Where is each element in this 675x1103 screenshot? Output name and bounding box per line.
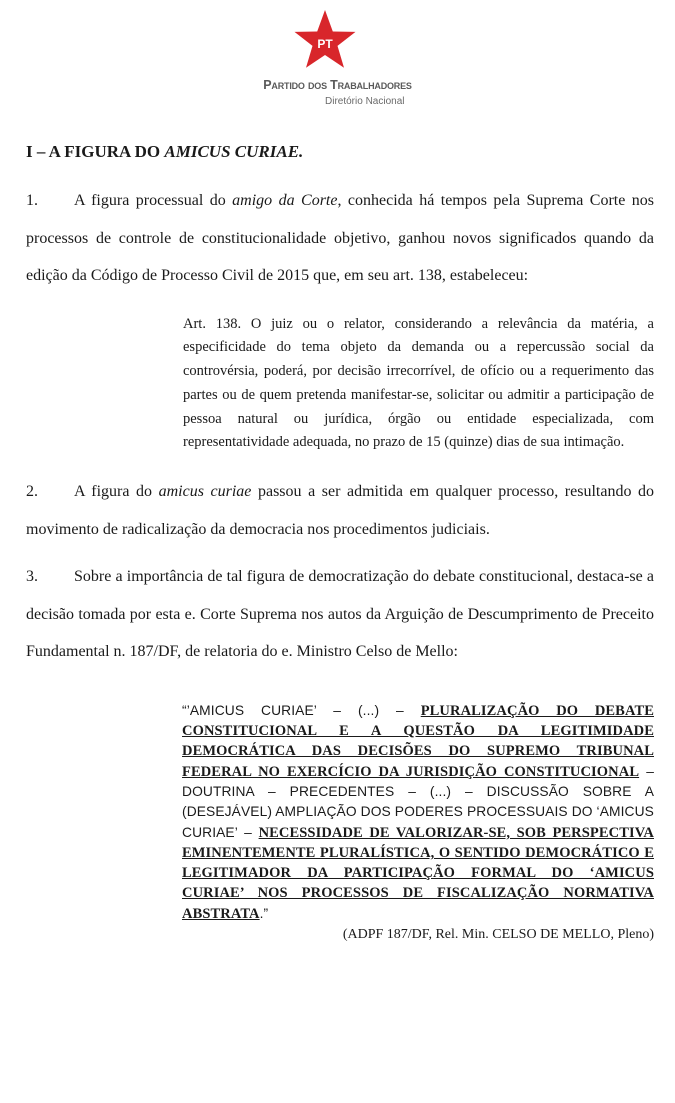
paragraph-italic: amicus curiae [158,483,252,501]
quote-underlined: NECESSIDADE DE VALORIZAR-SE, SOB PERSPECTIVA EMINENTEMENTE PLURALÍSTICA, O SENTIDO DEMOCRÁTICO E LEGITIMADOR DA PARTICIPAÇÃO FORMAL DO ‘AMICUS CURIAE’ NOS PROCESSOS DE FISCALIZAÇÃO NORMATIVA ABSTRATA [182,824,654,922]
citation: (ADPF 187/DF, Rel. Min. CELSO DE MELLO, Pleno) [342,927,654,943]
logo-subtitle: Diretório Nacional [325,96,405,107]
logo-badge: PT [317,37,333,51]
heading-prefix: I – A FIGURA DO [26,142,165,161]
block-quote-art-138: Art. 138. O juiz ou o relator, considerando a relevância da matéria, a especificidade do tema objeto da demanda ou a repercussão social da controvérsia, poderá, por decisão irrecorrível, de ofício ou a requerimento das partes ou de quem pretenda manifestar-se, solicitar ou admitir a participação de pessoa natural ou jurídica, órgão ou entidade especializada, com representatividade adequada, no prazo de 15 (quinze) dias de sua intimação. [183,315,654,451]
paragraph-text: Sobre a importância de tal figura de democratização do debate constitucional, destaca-se a decisão tomada por esta e. Corte Suprema nos autos da Arguição de Descumprimento de Preceito Fundamental n. 187/DF, de relatoria do e. Ministro Celso de Mello: [26,568,654,661]
paragraph-3 [26,558,654,671]
paragraph-2 [26,473,654,548]
quote-text: – DOUTRINA – PRECEDENTES – (...) – DISCUSSÃO SOBRE A (DESEJÁVEL) AMPLIAÇÃO DOS PODERES PROCESSUAIS DO ‘AMICUS CURIAE’ – [182,763,654,840]
block-quote-adpf [182,701,654,924]
paragraph-italic: amigo da Corte [232,192,338,209]
party-logo [0,0,675,118]
red-star-icon [293,8,357,70]
heading-italic: AMICUS CURIAE. [164,142,304,161]
logo-title: Partido dos Trabalhadores [263,78,412,92]
paragraph-1 [26,182,654,295]
paragraph-number: 2. [26,483,38,501]
paragraph-number: 3. [26,568,38,586]
paragraph-text: A figura processual do [74,192,233,209]
paragraph-text: , conhecida há tempos pela Suprema Corte nos processos de controle de constitucionalidade objetivo, ganhou novos significados quando da edição da Código de Processo Civil de 2015 que, em seu art. 138, estabeleceu: [26,192,655,284]
section-heading [26,142,654,162]
quote-underlined: PLURALIZAÇÃO DO DEBATE CONSTITUCIONAL E A QUESTÃO DA LEGITIMIDADE DEMOCRÁTICA DAS DECISÕES DO SUPREMO TRIBUNAL FEDERAL NO EXERCÍCIO DA JURISDIÇÃO CONSTITUCIONAL [182,702,654,780]
document-body [26,130,654,945]
paragraph-number: 1. [26,192,38,209]
paragraph-text: A figura do [74,483,159,501]
quote-text: “’AMICUS CURIAE’ – (...) – [182,702,421,718]
quote-text: .” [259,905,269,921]
paragraph-text: passou a ser admitida em qualquer processo, resultando do movimento de radicalização da democracia nos procedimentos judiciais. [26,483,655,538]
